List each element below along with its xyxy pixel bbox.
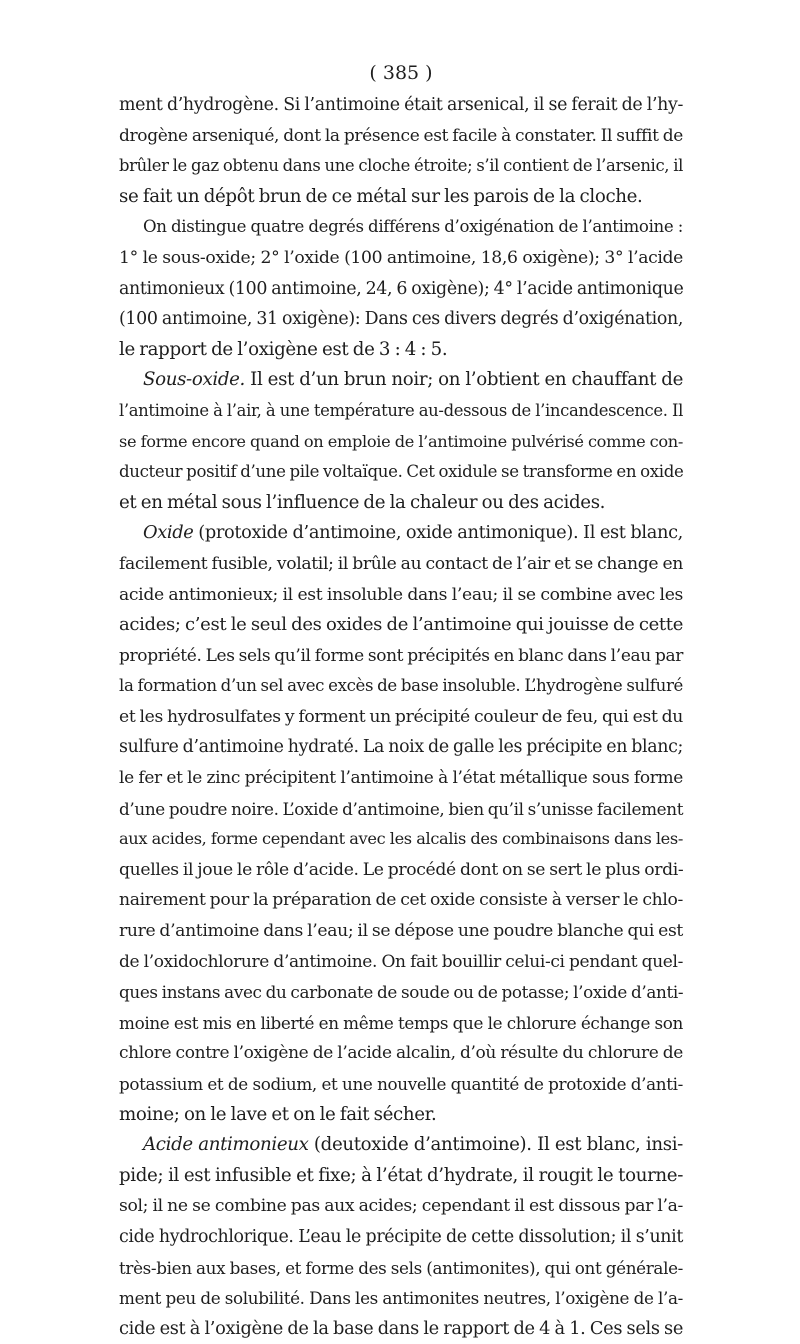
text-line — [119, 304, 683, 335]
page-number: ( 385 ) — [369, 62, 433, 84]
text-line — [119, 1008, 683, 1039]
line-text: ducteur positif d’une pile voltaïque. Cet oxidule se transforme en oxide — [119, 462, 684, 482]
line-text: le fer et le zinc précipitent l’antimoine à l’état métallique sous forme — [119, 768, 683, 789]
line-text: chlore contre l’oxigène de l’acide alcalin, d’où résulte du chlorure de — [119, 1043, 683, 1064]
line-text: la formation d’un sel avec excès de base insoluble. L’hydrogène sulfuré — [119, 676, 683, 696]
line-text: rure d’antimoine dans l’eau; il se dépose une poudre blanche qui est — [119, 921, 683, 942]
line-text: de l’oxidochlorure d’antimoine. On fait bouillir celui-ci pendant quel- — [119, 951, 683, 972]
text-line — [119, 1222, 683, 1253]
body-text — [119, 90, 683, 1344]
line-text: 1° le sous-oxide; 2° l’oxide (100 antimoine, 18,6 oxigène); 3° l’acide — [119, 247, 683, 268]
line-text: très-bien aux bases, et forme des sels (antimonites), qui ont générale- — [119, 1257, 683, 1278]
text-line — [119, 1069, 683, 1100]
text-line — [119, 916, 683, 947]
text-line — [119, 1161, 683, 1192]
line-text: d’une poudre noire. L’oxide d’antimoine, bien qu’il s’unisse facilement — [119, 798, 684, 819]
line-text: et en métal sous l’influence de la chaleur ou des acides. — [119, 491, 606, 513]
line-text: cide est à l’oxigène de la base dans le rapport de 4 à 1. Ces sels se — [119, 1317, 683, 1339]
italic-term: Oxide — [143, 522, 194, 544]
text-line — [119, 1100, 683, 1131]
text-line — [119, 641, 683, 672]
text-line — [119, 732, 683, 763]
text-line — [119, 274, 683, 305]
text-line — [119, 1283, 683, 1314]
line-text: nairement pour la préparation de cet oxide consiste à verser le chlo- — [119, 890, 683, 911]
text-line — [119, 365, 683, 396]
line-text: On distingue quatre degrés différens d’oxigénation de l’antimoine : — [143, 217, 683, 237]
text-line — [119, 549, 683, 580]
line-text: (deutoxide d’antimoine). Il est blanc, insi- — [308, 1134, 683, 1156]
line-text: brûler le gaz obtenu dans une cloche étroite; s’il contient de l’arsenic, il — [119, 156, 683, 176]
line-text: se fait un dépôt brun de ce métal sur les parois de la cloche. — [119, 185, 643, 207]
text-line — [119, 977, 683, 1008]
text-line — [119, 212, 683, 243]
line-text: sulfure d’antimoine hydraté. La noix de galle les précipite en blanc; — [119, 737, 683, 758]
text-line — [119, 885, 683, 916]
text-line — [119, 182, 683, 213]
text-line — [119, 90, 683, 121]
text-line — [119, 947, 683, 978]
text-line — [119, 1130, 683, 1161]
text-line — [119, 518, 683, 549]
line-text: (100 antimoine, 31 oxigène): Dans ces divers degrés d’oxigénation, — [119, 309, 683, 330]
line-text: moine; on le lave et on le fait sécher. — [119, 1103, 437, 1125]
text-line — [119, 1038, 683, 1069]
line-text: antimonieux (100 antimoine, 24, 6 oxigène); 4° l’acide antimonique — [119, 278, 684, 299]
italic-term: Sous-oxide. — [143, 369, 245, 391]
line-text: facilement fusible, volatil; il brûle au contact de l’air et se change en — [119, 553, 683, 574]
text-line — [119, 824, 683, 855]
line-text: et les hydrosulfates y forment un précipité couleur de feu, qui est du — [119, 706, 683, 727]
line-text: ques instans avec du carbonate de soude ou de potasse; l’oxide d’anti- — [119, 982, 684, 1003]
text-line — [119, 151, 683, 182]
text-line — [119, 763, 683, 794]
text-line — [119, 610, 683, 641]
text-line — [119, 702, 683, 733]
line-text: acide antimonieux; il est insoluble dans l’eau; il se combine avec les — [119, 584, 683, 605]
text-line — [119, 335, 683, 366]
text-line — [119, 855, 683, 886]
line-text: pide; il est infusible et fixe; à l’état d’hydrate, il rougit le tourne- — [119, 1164, 683, 1186]
line-text: propriété. Les sels qu’il forme sont précipités en blanc dans l’eau par — [119, 645, 684, 666]
book-page — [119, 58, 683, 1344]
line-text: (protoxide d’antimoine, oxide antimonique). Il est blanc, — [193, 522, 683, 544]
line-text: ment d’hydrogène. Si l’antimoine était arsenical, il se ferait de l’hy- — [119, 95, 683, 115]
line-text: acides; c’est le seul des oxides de l’antimoine qui jouisse de cette — [119, 614, 683, 636]
text-line — [119, 427, 683, 458]
text-line — [119, 1253, 683, 1284]
line-text: sol; il ne se combine pas aux acides; cependant il est dissous par l’a- — [119, 1196, 683, 1217]
line-text: Il est d’un brun noir; on l’obtient en chauffant de — [244, 369, 683, 391]
line-text: moine est mis en liberté en même temps que le chlorure échange son — [119, 1012, 683, 1033]
text-line — [119, 243, 683, 274]
line-text: cide hydrochlorique. L’eau le précipite de cette dissolution; il s’unit — [119, 1226, 683, 1247]
text-line — [119, 580, 683, 611]
line-text: quelles il joue le rôle d’acide. Le procédé dont on se sert le plus ordi- — [119, 859, 684, 880]
text-line — [119, 671, 683, 702]
text-line — [119, 488, 683, 519]
line-text: l’antimoine à l’air, à une température au-dessous de l’incandescence. Il — [119, 400, 683, 420]
italic-term: Acide antimonieux — [143, 1134, 309, 1156]
text-line — [119, 1314, 683, 1344]
line-text: se forme encore quand on emploie de l’antimoine pulvérisé comme con- — [119, 431, 683, 451]
line-text: potassium et de sodium, et une nouvelle quantité de protoxide d’anti- — [119, 1074, 683, 1094]
line-text: aux acides, forme cependant avec les alcalis des combinaisons dans les- — [119, 829, 683, 849]
text-line — [119, 457, 683, 488]
text-line — [119, 1191, 683, 1222]
text-line — [119, 396, 683, 427]
text-line — [119, 121, 683, 152]
text-line — [119, 794, 683, 825]
line-text: le rapport de l’oxigène est de 3 : 4 : 5. — [119, 338, 448, 360]
line-text: drogène arseniqué, dont la présence est facile à constater. Il suffit de — [119, 125, 683, 146]
line-text: ment peu de solubilité. Dans les antimonites neutres, l’oxigène de l’a- — [119, 1288, 683, 1309]
